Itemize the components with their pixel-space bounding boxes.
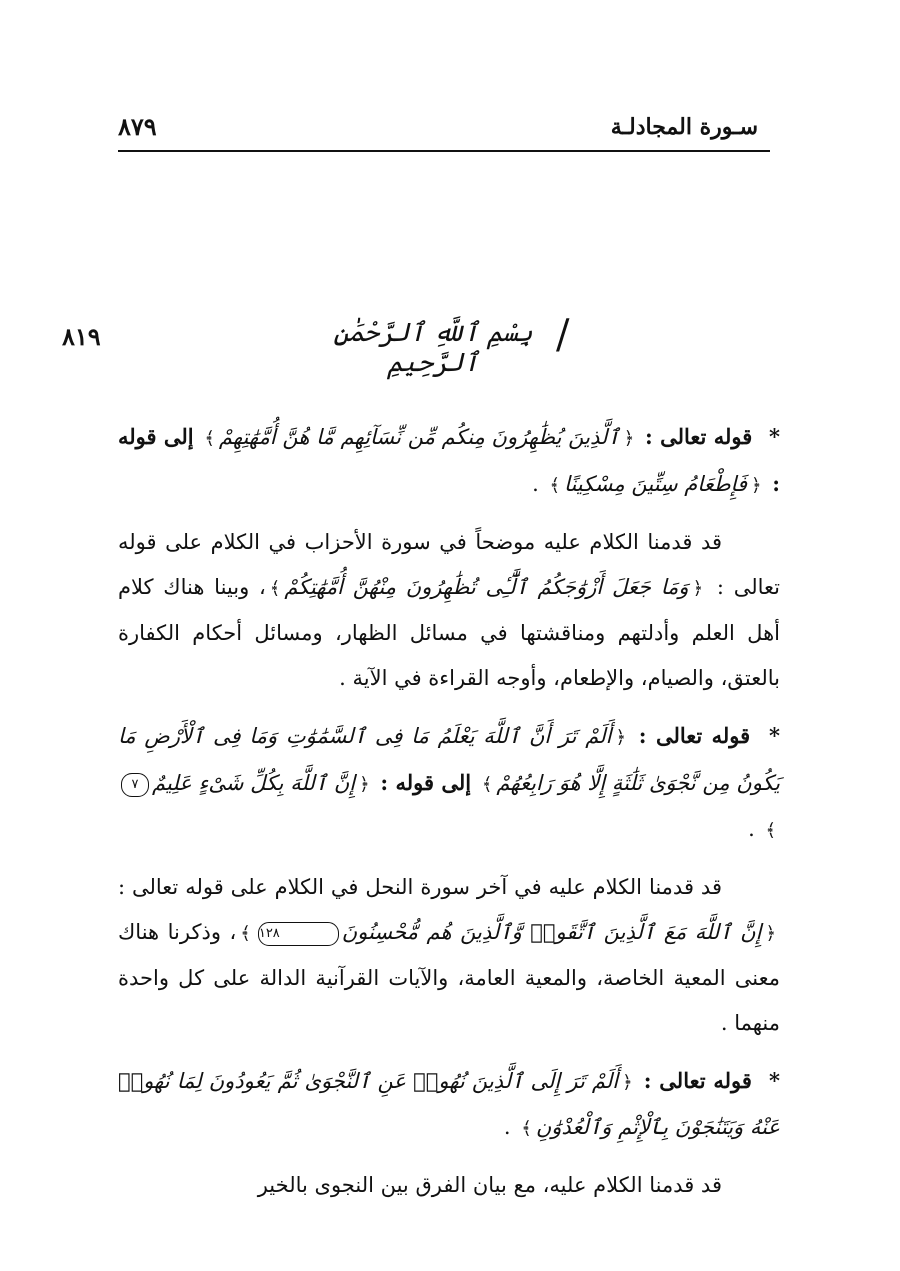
- verse-open-ornament: ﴿: [765, 923, 776, 944]
- verse-close-ornament: ﴾: [240, 923, 251, 944]
- commentary-text: قد قدمنا الكلام عليه، مع بيان الفرق بين النجوى بالخير: [257, 1173, 722, 1197]
- section-heading: [118, 414, 780, 508]
- verse-close-ornament: ﴾: [549, 475, 561, 496]
- page-break-mark: /: [556, 312, 570, 358]
- verse-open-ornament: ﴿: [692, 578, 704, 599]
- verse-open-ornament: ﴿: [615, 727, 627, 748]
- commentary-text: قد قدمنا الكلام عليه في آخر سورة النحل في الكلام على قوله تعالى :: [118, 875, 722, 899]
- commentary-text: ، وذكرنا هناك معنى المعية الخاصة، والمعية العامة، والآيات القرآنية الدالة على كل واحدة منهما .: [118, 920, 780, 1035]
- commentary-text: قد قدمنا الكلام عليه موضحاً في سورة الأحزاب في الكلام على قوله تعالى :: [118, 530, 780, 599]
- commentary-paragraph: [118, 1163, 780, 1208]
- lead-phrase: إلى قوله :: [118, 424, 780, 496]
- verse-close-ornament: ﴾: [765, 820, 776, 841]
- page-header: [118, 108, 758, 150]
- quran-verse: إِنَّ ٱللَّهَ بِكُلِّ شَىْءٍ عَلِيمٌ: [152, 771, 356, 795]
- verse-close-ornament: ﴾: [481, 774, 493, 795]
- commentary-paragraph: [118, 520, 780, 701]
- section-heading: [118, 1058, 780, 1151]
- quran-verse: أَلَمْ تَرَ إِلَى ٱلَّذِينَ نُهُوا۟ عَنِ ٱلنَّجْوَىٰ ثُمَّ يَعُودُونَ لِمَا نُهُوا۟ عَنْهُ وَيَتَنَٰجَوْنَ بِٱلْإِثْمِ وَٱلْعُدْوَٰنِ: [118, 1069, 780, 1139]
- quran-verse: وَمَا جَعَلَ أَزْوَٰجَكُمُ ٱلَّٰٓـِٔى تُظَٰهِرُونَ مِنْهُنَّ أُمَّهَٰتِكُمْ: [284, 575, 689, 599]
- basmala: [318, 308, 598, 378]
- lead-phrase: قوله تعالى :: [643, 1068, 752, 1093]
- end-period: .: [503, 1115, 511, 1139]
- original-page-number: ٨١٩: [62, 322, 101, 351]
- body-text: [118, 414, 780, 1220]
- running-title: سـورة المجادلـة: [610, 114, 758, 140]
- page-number: ٨٧٩: [118, 112, 157, 141]
- quran-verse: أَلَمْ تَرَ أَنَّ ٱللَّهَ يَعْلَمُ مَا فِى ٱلسَّمَٰوَٰتِ وَمَا فِى ٱلْأَرْضِ مَا يَكُونُ مِن نَّجْوَىٰ ثَلَٰثَةٍ إِلَّا هُوَ رَابِعُهُمْ: [118, 724, 781, 795]
- quran-verse: ٱلَّذِينَ يُظَٰهِرُونَ مِنكُم مِّن نِّسَآئِهِم مَّا هُنَّ أُمَّهَٰتِهِمْ: [218, 425, 620, 449]
- lead-phrase: قوله تعالى :: [644, 424, 753, 449]
- star-marker: *: [768, 723, 780, 748]
- quran-verse: إِنَّ ٱللَّهَ مَعَ ٱلَّذِينَ ٱتَّقَوا۟ وَّٱلَّذِينَ هُم مُّحْسِنُونَ: [341, 920, 762, 944]
- end-period: .: [532, 472, 539, 496]
- verse-open-ornament: ﴿: [751, 475, 762, 496]
- verse-open-ornament: ﴿: [622, 1072, 633, 1093]
- verse-open-ornament: ﴿: [623, 428, 635, 449]
- quran-verse: فَإِطْعَامُ سِتِّينَ مِسْكِينًا: [564, 472, 747, 496]
- verse-open-ornament: ﴿: [359, 774, 370, 795]
- star-marker: *: [768, 424, 780, 449]
- header-rule: [118, 150, 770, 152]
- verse-number-marker: ١٢٨: [258, 922, 339, 946]
- commentary-text: ، وبينا هناك كلام أهل العلم وأدلتهم ومناقشتها في مسائل الظهار، ومسائل أحكام الكفارة بالعتق، والصيام، والإطعام، وأوجه القراءة في الآية .: [118, 575, 780, 690]
- lead-phrase: إلى قوله :: [380, 770, 472, 795]
- verse-close-ornament: ﴾: [204, 428, 215, 449]
- verse-close-ornament: ﴾: [269, 578, 281, 599]
- star-marker: *: [769, 1068, 780, 1093]
- commentary-paragraph: [118, 865, 780, 1046]
- end-period: .: [748, 817, 755, 841]
- verse-number-marker: ٧: [121, 773, 149, 797]
- basmala-text: بِسْمِ ٱللَّهِ ٱلرَّحْمَٰنِ ٱلرَّحِيمِ: [333, 318, 533, 378]
- lead-phrase: قوله تعالى :: [638, 723, 751, 748]
- section-heading: [118, 713, 780, 853]
- verse-close-ornament: ﴾: [521, 1118, 532, 1139]
